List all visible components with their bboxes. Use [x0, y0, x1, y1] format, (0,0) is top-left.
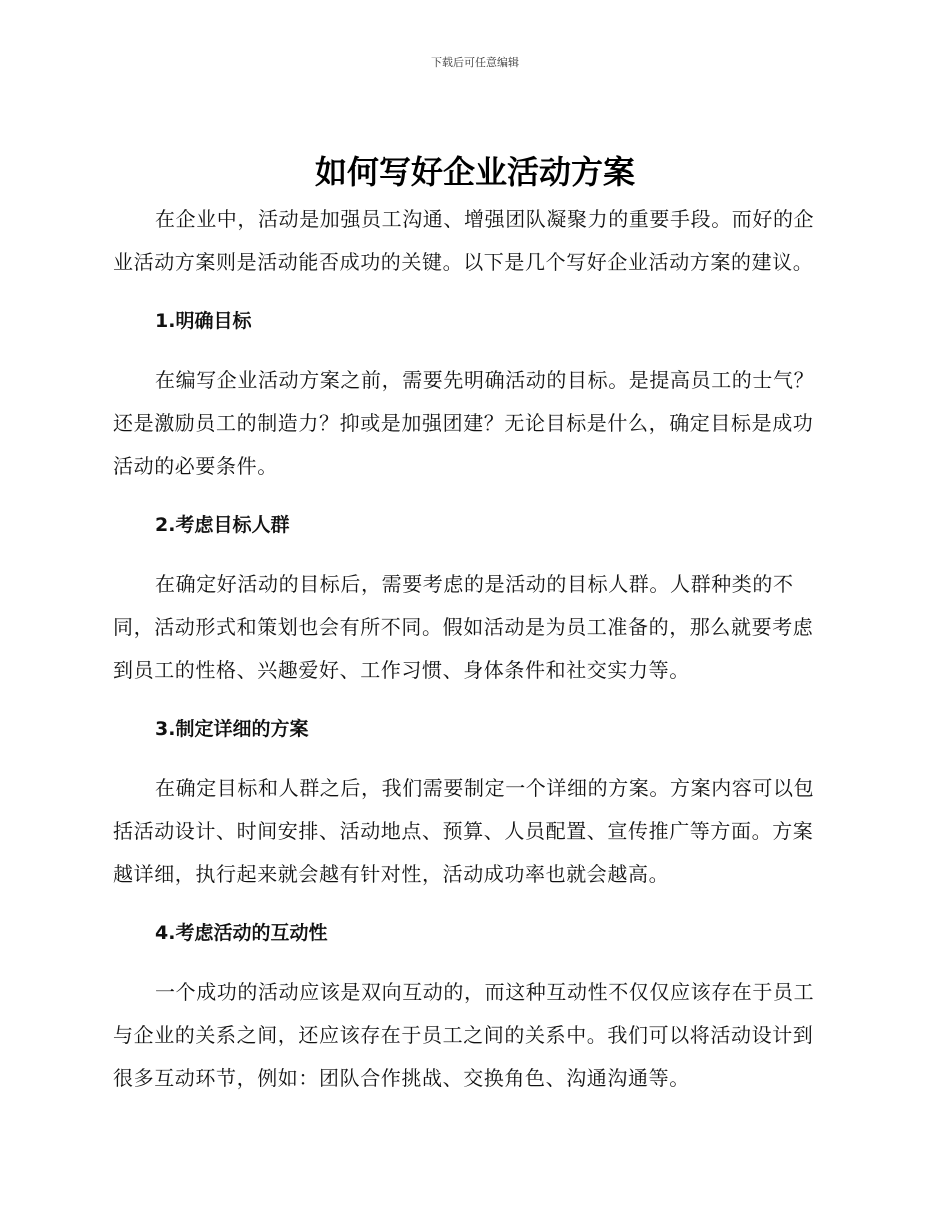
intro-paragraph: 在企业中，活动是加强员工沟通、增强团队凝聚力的重要手段。而好的企业活动方案则是活动能否成功的关键。以下是几个写好企业活动方案的建议。	[113, 207, 815, 274]
document-body	[113, 198, 833, 1100]
section-heading-4: 4.考虑活动的互动性	[155, 922, 328, 944]
page-header-note: 下载后可任意编辑	[431, 56, 519, 69]
document-title: 如何写好企业活动方案	[314, 153, 635, 191]
section-body-3: 在确定目标和人群之后，我们需要制定一个详细的方案。方案内容可以包括活动设计、时间安排、活动地点、预算、人员配置、宣传推广等方面。方案越详细，执行起来就会越有针对性，活动成功率也就会越高。	[113, 776, 815, 886]
section-body-4: 一个成功的活动应该是双向互动的，而这种互动性不仅仅应该存在于员工与企业的关系之间，还应该存在于员工之间的关系中。我们可以将活动设计到很多互动环节，例如：团队合作挑战、交换角色、沟通沟通等。	[113, 980, 815, 1090]
section-heading-1: 1.明确目标	[155, 310, 252, 332]
section-heading-3: 3.制定详细的方案	[155, 718, 309, 740]
section-body-2: 在确定好活动的目标后，需要考虑的是活动的目标人群。人群种类的不同，活动形式和策划也会有所不同。假如活动是为员工准备的，那么就要考虑到员工的性格、兴趣爱好、工作习惯、身体条件和社交实力等。	[113, 572, 814, 682]
section-body-1: 在编写企业活动方案之前，需要先明确活动的目标。是提高员工的士气？还是激励员工的制造力？抑或是加强团建？无论目标是什么，确定目标是成功活动的必要条件。	[113, 368, 815, 478]
section-heading-2: 2.考虑目标人群	[155, 514, 290, 536]
